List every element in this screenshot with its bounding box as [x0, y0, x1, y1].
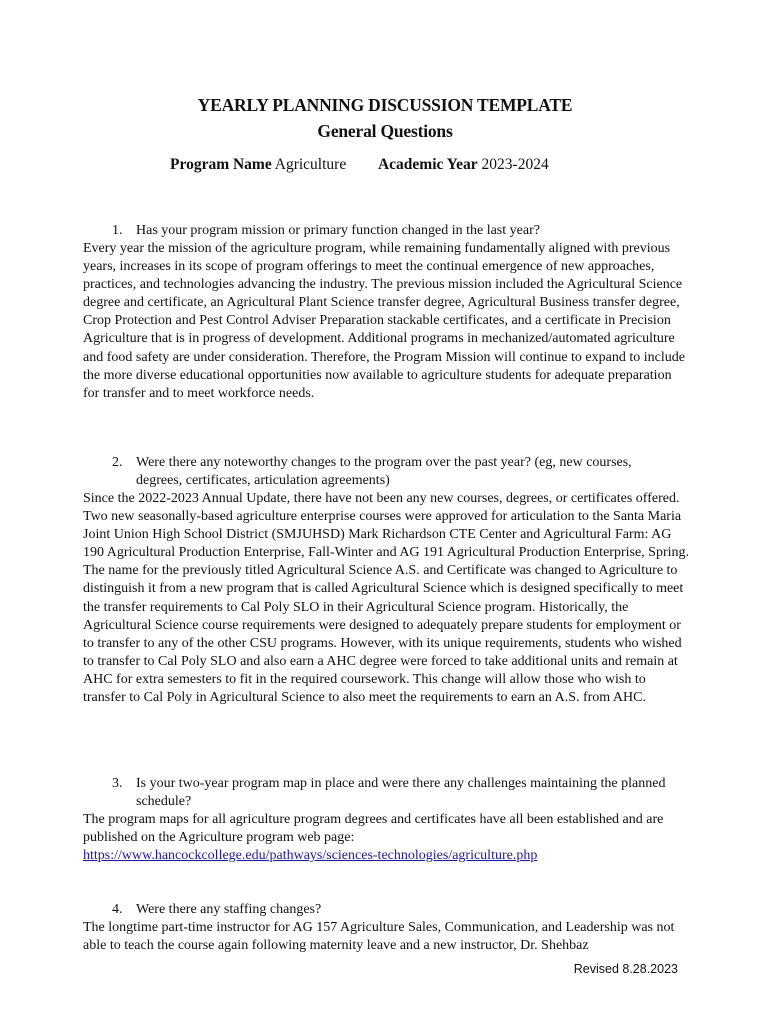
program-info-line: [170, 156, 549, 174]
document-title: YEARLY PLANNING DISCUSSION TEMPLATE: [197, 95, 573, 115]
question-text: Is your two-year program map in place and were there any challenges maintaining the planned schedule?: [136, 776, 666, 809]
program-name-label: Program Name: [170, 156, 272, 173]
question-text: Were there any staffing changes?: [136, 902, 322, 917]
question-1: [112, 222, 672, 240]
question-3: [112, 775, 672, 811]
agriculture-program-link[interactable]: https://www.hancockcollege.edu/pathways/sciences-technologies/agriculture.php: [83, 848, 538, 864]
answer-4: The longtime part-time instructor for AG 157 Agriculture Sales, Communication, and Leadership was not able to teach the course again following maternity leave and a new instructor, Dr. Shehbaz: [83, 920, 675, 954]
document-subtitle: General Questions: [317, 121, 453, 141]
question-number: 3.: [112, 776, 123, 791]
academic-year-value: 2023-2024: [481, 156, 549, 173]
answer-2: Since the 2022-2023 Annual Update, there have not been any new courses, degrees, or certificates offered. Two new seasonally-based agriculture enterprise courses were approved for articulation to the Santa Maria Joint Union High School District (SMJUHSD) Mark Richardson CTE Center and Agricultural Farm: AG 190 Agricultural Production Enterprise, Fall-Winter and AG 191 Agricultural Production Enterprise, Spring. The name for the previously titled Agricultural Science A.S. and Certificate was changed to Agriculture to distinguish it from a new program that is called Agricultural Science which is designed specifically to meet the transfer requirements to Cal Poly SLO in their Agricultural Science program. Historically, the Agricultural Science course requirements were designed to adequately prepare students for employment or to transfer to any of the other CSU programs. However, with its unique requirements, students who wished to transfer to Cal Poly SLO and also earn a AHC degree were forced to take additional units and remain at AHC for extra semesters to fit in the required coursework. This change will allow those who wish to transfer to Cal Poly in Agricultural Science to also meet the requirements to earn an A.S. from AHC.: [83, 491, 689, 706]
question-number: 1.: [112, 223, 123, 238]
question-text: Were there any noteworthy changes to the program over the past year? (eg, new courses, degrees, certificates, articulation agreements): [136, 455, 632, 488]
answer-3: [83, 811, 689, 865]
question-number: 2.: [112, 455, 123, 470]
answer-text: The program maps for all agriculture program degrees and certificates have all been established and are published on the Agriculture program web page:: [83, 812, 664, 846]
question-2: [112, 454, 672, 490]
program-name-value: Agriculture: [274, 156, 347, 173]
question-4: [112, 901, 672, 919]
academic-year-label: Academic Year: [377, 156, 478, 173]
question-number: 4.: [112, 902, 123, 917]
answer-1: Every year the mission of the agriculture program, while remaining fundamentally aligned with previous years, increases in its scope of program offerings to meet the continual emergence of new approaches, practices, and technologies advancing the industry. The previous mission included the Agricultural Science degree and certificate, an Agricultural Plant Science transfer degree, Agricultural Business transfer degree, Crop Protection and Pest Control Adviser Preparation stackable certificates, and a certificate in Precision Agriculture that is in progress of development. Additional programs in mechanized/automated agriculture and food safety are under consideration. Therefore, the Program Mission will continue to expand to include the more diverse educational opportunities now available to agriculture students for adequate preparation for transfer and to meet workforce needs.: [83, 241, 685, 401]
question-text: Has your program mission or primary function changed in the last year?: [136, 223, 540, 238]
revision-date: Revised 8.28.2023: [573, 962, 678, 976]
